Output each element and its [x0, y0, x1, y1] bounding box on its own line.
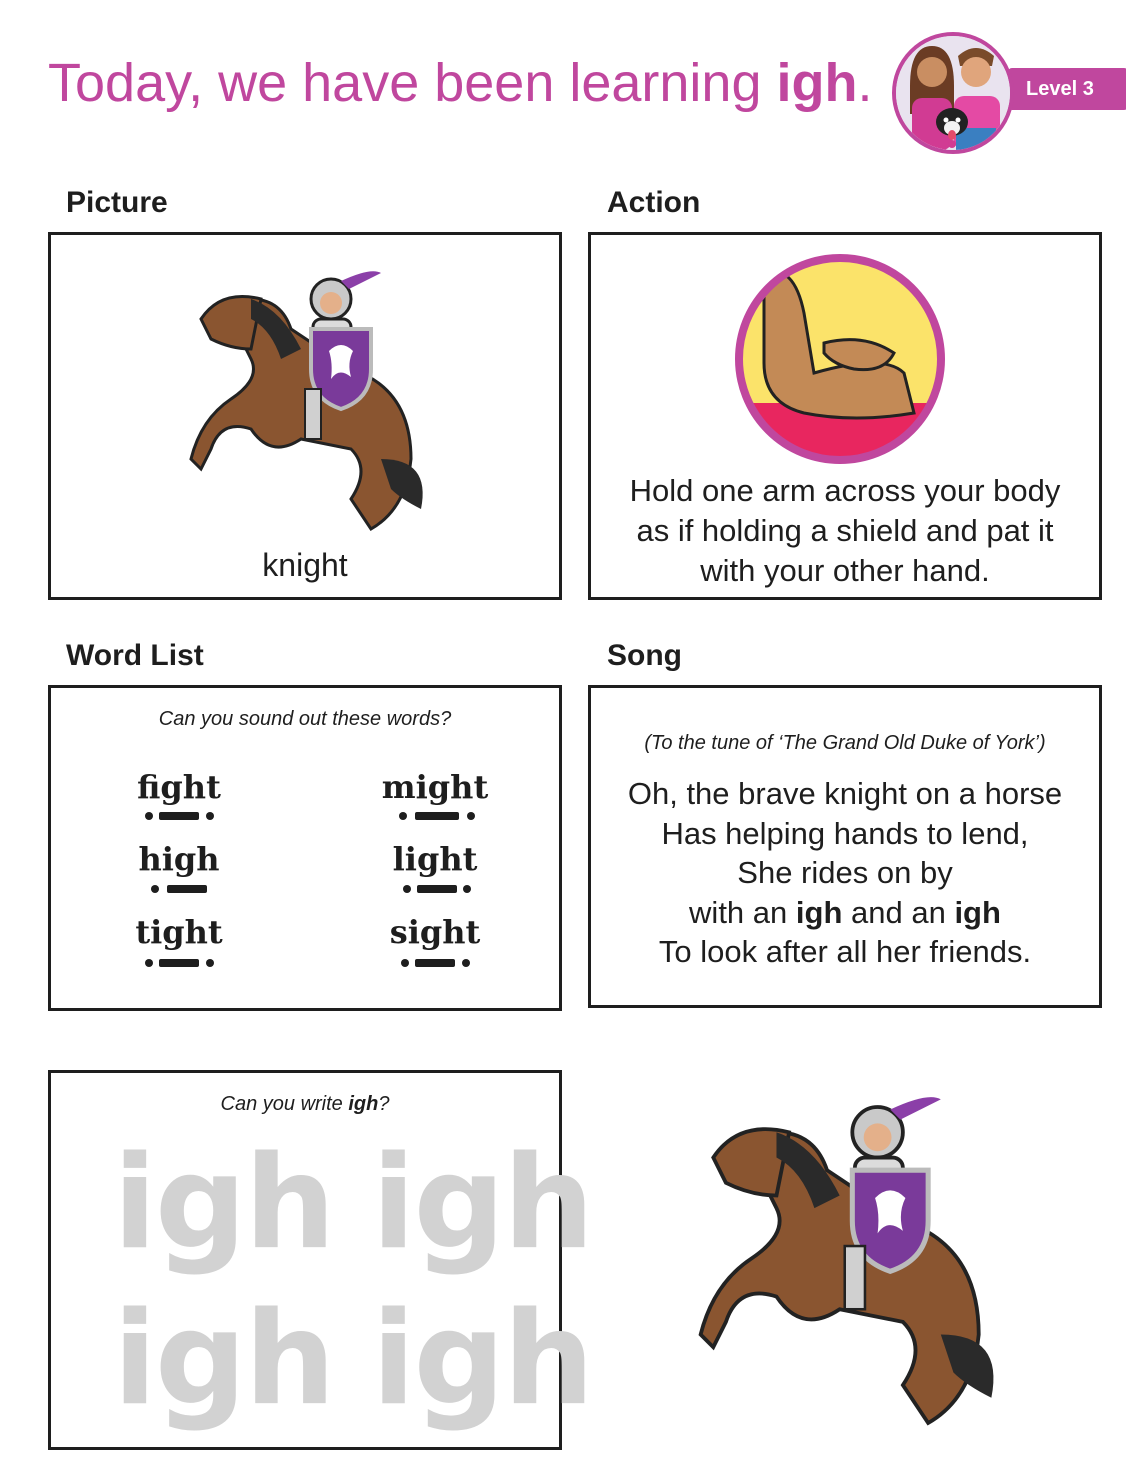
word-light: light	[392, 840, 478, 878]
trace-row-1	[113, 1129, 630, 1278]
sound-buttons-high	[79, 882, 279, 896]
sound-buttons-sight	[335, 956, 535, 970]
trace-igh[interactable]: igh	[113, 1129, 334, 1278]
word-might: might	[381, 768, 489, 806]
title-prefix: Today, we have been learning	[48, 53, 777, 113]
picture-caption: knight	[262, 547, 348, 583]
writing-practice-card	[48, 1070, 593, 1450]
trace-igh[interactable]: igh	[371, 1285, 593, 1434]
picture-section-title: Picture	[66, 186, 168, 219]
action-line-2: as if holding a shield and pat it	[636, 513, 1054, 548]
action-card	[588, 232, 1102, 600]
song-line-1: Oh, the brave knight on a horse	[627, 776, 1063, 811]
sound-buttons-fight	[79, 809, 279, 823]
song-line-4-part-2: and an	[842, 894, 955, 930]
song-lyrics	[601, 774, 1089, 972]
trace-igh[interactable]: igh	[113, 1285, 334, 1434]
title-focus-sound: igh	[776, 53, 858, 113]
word-fight: fight	[137, 768, 221, 806]
action-line-3: with your other hand.	[700, 553, 990, 588]
knight-on-horse-large-icon	[688, 1080, 1004, 1450]
song-card	[588, 685, 1102, 1008]
writing-prompt-part-1: Can you write	[220, 1093, 349, 1115]
song-line-2: Has helping hands to lend,	[661, 815, 1029, 851]
song-line-4	[601, 893, 1089, 933]
page-title	[48, 52, 873, 114]
word-list-card	[48, 685, 562, 1011]
writing-prompt-part-2: ?	[378, 1093, 390, 1115]
level-badge	[890, 0, 1126, 150]
song-line-5: To look after all her friends.	[658, 934, 1032, 969]
action-section-title: Action	[607, 186, 701, 219]
picture-card	[48, 232, 562, 600]
knight-on-horse-icon	[181, 259, 431, 549]
sound-buttons-tight	[79, 956, 279, 970]
song-line-4-focus-1: igh	[795, 894, 843, 930]
sound-buttons-might	[335, 809, 535, 823]
song-line-3: She rides on by	[737, 855, 953, 890]
word-sight: sight	[389, 913, 481, 951]
action-instructions	[601, 471, 1089, 591]
title-suffix: .	[857, 53, 873, 113]
song-line-4-focus-2: igh	[954, 894, 1001, 930]
song-line-4-part-1: with an	[689, 894, 796, 930]
trace-igh[interactable]: igh	[371, 1129, 593, 1278]
arm-shield-action-icon	[734, 253, 946, 465]
word-tight: tight	[135, 913, 223, 951]
trace-row-2	[113, 1285, 630, 1434]
level-badge-label: Level 3	[1008, 68, 1126, 110]
writing-prompt-focus: igh	[348, 1093, 379, 1115]
action-line-1: Hold one arm across your body	[629, 473, 1061, 508]
word-list-section-title: Word List	[66, 639, 204, 672]
writing-prompt	[51, 1093, 559, 1116]
song-section-title: Song	[607, 639, 682, 672]
word-list-prompt: Can you sound out these words?	[158, 708, 452, 730]
children-dog-avatar-icon	[892, 32, 1014, 154]
sound-buttons-light	[335, 882, 535, 896]
song-tune-note: (To the tune of ‘The Grand Old Duke of York’)	[644, 732, 1046, 754]
word-high: high	[138, 840, 220, 878]
